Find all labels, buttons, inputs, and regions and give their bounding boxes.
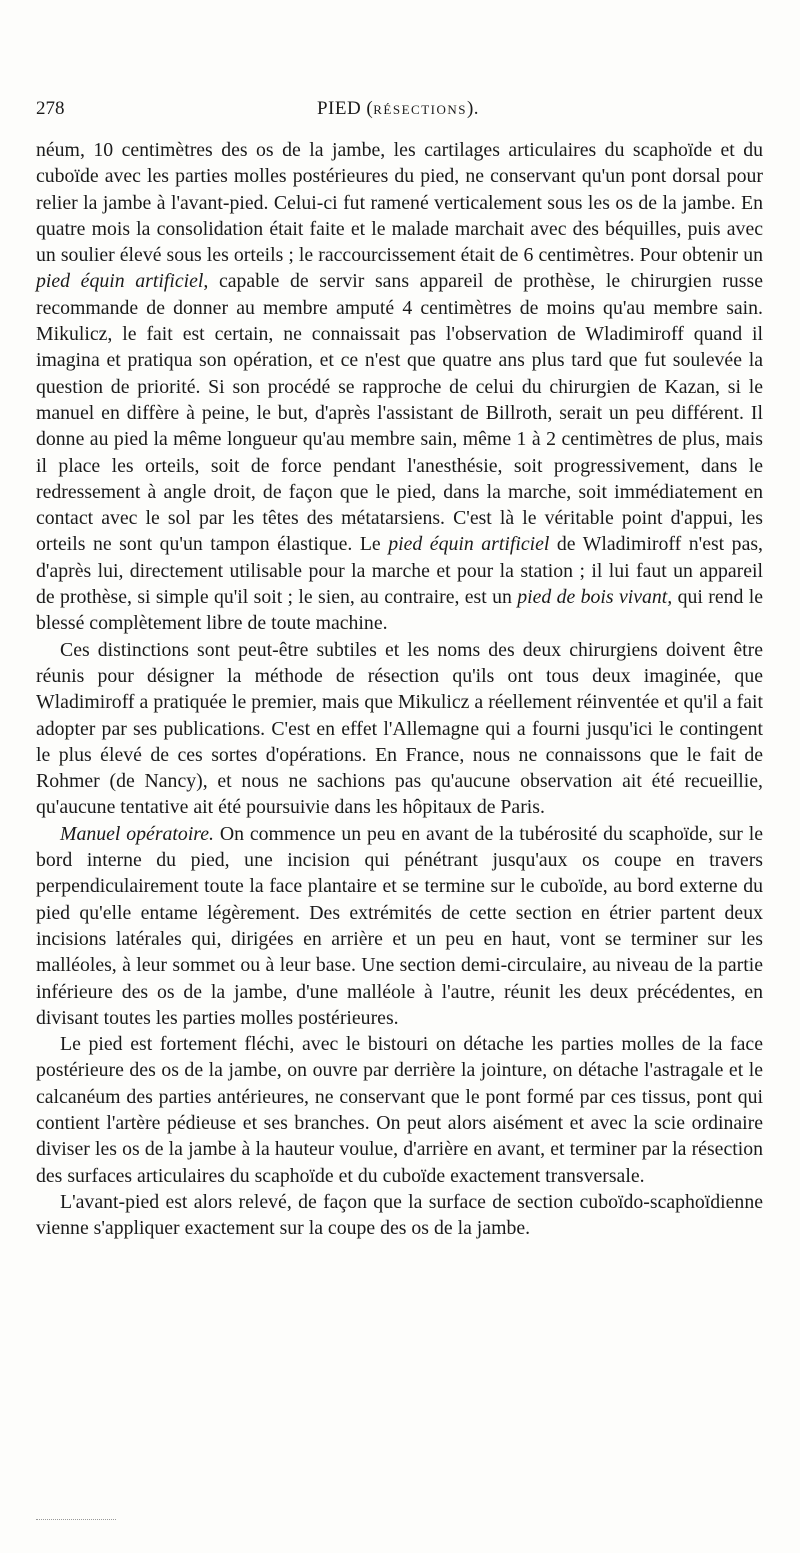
italic-text: pied de bois vivant, (517, 586, 673, 609)
paragraph (36, 637, 763, 821)
text-run: de Wladimiroff n'est pas, d'après lui, directement utilisable pour la marche et pour la station ; il lui faut un appareil de prothèse, si simple qu'il soit ; le sien, au contraire, est un (36, 533, 763, 609)
page-header (36, 98, 760, 128)
paragraph (36, 137, 763, 637)
paragraph (36, 1189, 763, 1242)
italic-text: pied équin artificiel (388, 533, 550, 556)
text-run: Le pied est fortement fléchi, avec le bistouri on détache les parties molles de la face postérieure des os de la jambe, on ouvre par derrière la jointure, on détache l'astragale et le calcanéum des parties antérieures, ne conservant que le pont formé par ces tissus, pont qui contient l'artère pédieuse et ses branches. On peut alors aisément et avec la scie ordinaire diviser les os de la jambe à la hauteur voulue, d'arrière en avant, et terminer par la résection des surfaces articulaires du scaphoïde et du cuboïde exactement transversale. (36, 1033, 763, 1187)
running-head: PIED (RÉSECTIONS). (316, 98, 480, 119)
text-run: Ces distinctions sont peut-être subtiles et les noms des deux chirurgiens doivent être réunis pour désigner la méthode de résection qu'ils ont tous deux imaginée, que Wladimiroff a pratiquée le premier, mais que Mikulicz a réellement réinventée et qu'il a fait adopter par ses publications. C'est en effet l'Allemagne qui a fourni jusqu'ici le contingent le plus élevé de ces sortes d'opérations. En France, nous ne connaissons que le fait de Rohmer (de Nancy), et nous ne sachions pas qu'aucune observation ait été recueillie, qu'aucune tentative ait été poursuivie dans les hôpitaux de Paris. (36, 638, 763, 819)
page-number: 278 (36, 98, 65, 119)
body-text (36, 137, 763, 1241)
paragraph (36, 1031, 763, 1189)
italic-text: pied équin artificiel (36, 270, 204, 293)
text-run: néum, 10 centimètres des os de la jambe, les cartilages articulaires du scaphoïde et du cuboïde avec les parties molles postérieures du pied, ne conservant qu'un pont dorsal pour relier la jambe à l'avant-pied. Celui-ci fut ramené verticalement sous les os de la jambe. En quatre mois la consolidation était faite et le malade marchait avec des béquilles, puis avec un soulier élevé sous les orteils ; le raccourcissement était de 6 centimètres. Pour obtenir un (36, 139, 763, 267)
text-run: L'avant-pied est alors relevé, de façon que la surface de section cuboïdo-scaphoïdienne vienne s'appliquer exactement sur la coupe des os de la jambe. (36, 1190, 763, 1240)
footer-rule (36, 1519, 116, 1520)
running-head-title: PIED (316, 98, 362, 119)
running-head-section: RÉSECTIONS (373, 102, 467, 117)
text-run: , capable de servir sans appareil de prothèse, le chirurgien russe recommande de donner au membre amputé 4 centimètres de moins qu'au membre sain. Mikulicz, le fait est certain, ne connaissait pas l'observation de Wladimiroff quand il imagina et pratiqua son opération, et ce n'est que quatre ans plus tard que fut soulevée la question de priorité. Si son procédé se rapproche de celui du chirurgien de Kazan, si le manuel en diffère à peine, le but, d'après l'assistant de Billroth, serait un peu différent. Il donne au pied la même longueur qu'au membre sain, même 1 à 2 centimètres de plus, mais il place les orteils, soit de force pendant l'anesthésie, soit progressivement, dans le redressement à angle droit, de façon que le pied, dans la marche, soit immédiatement en contact avec le sol par les têtes des métatarsiens. C'est là le véritable point d'appui, les orteils ne sont qu'un tampon élastique. Le (36, 270, 763, 556)
text-run: On commence un peu en avant de la tubérosité du scaphoïde, sur le bord interne du pied, une incision qui pénétrant jusqu'aux os coupe en travers perpendiculairement toute la face plantaire et se termine sur le cuboïde, au bord externe du pied qu'elle entame légèrement. Des extrémités de cette section en étrier partent deux incisions latérales qui, dirigées en arrière et un peu en haut, vont se terminer sur les malléoles, à leur sommet ou à leur base. Une section demi-circulaire, au niveau de la partie inférieure des os de la jambe, d'une malléole à l'autre, réunit les deux précédentes, en divisant toutes les parties molles postérieures. (36, 822, 763, 1029)
text-run: qui rend le blessé complètement libre de toute machine. (36, 586, 764, 635)
italic-text: Manuel opératoire. (60, 822, 214, 845)
paragraph (36, 821, 763, 1031)
